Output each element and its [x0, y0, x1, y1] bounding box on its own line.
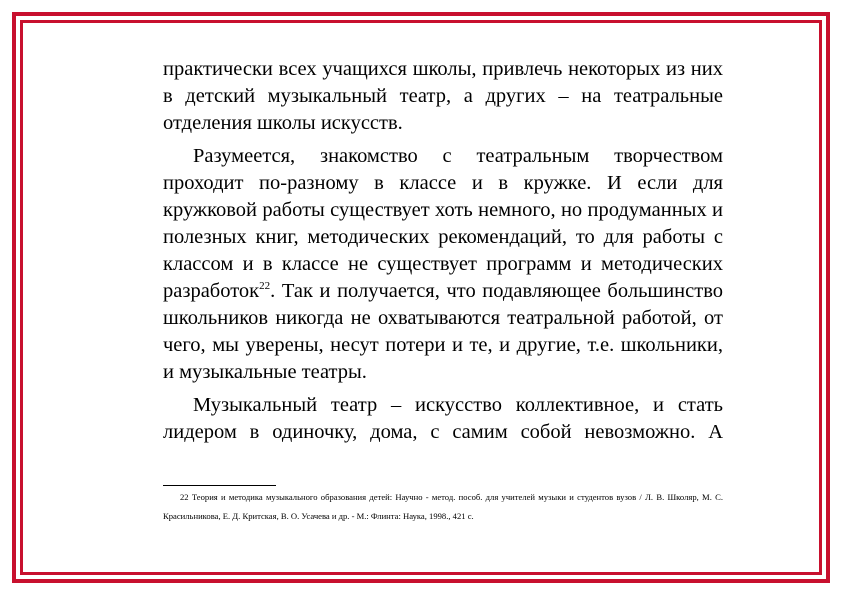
footnote-reference[interactable]: 22 — [259, 280, 271, 293]
footnote — [163, 488, 723, 526]
paragraph-2-text: Разумеется, знакомство с театральным творчеством проходит по-разному в классе и в кружке. И если для кружковой работы существует хоть немного, но продуманных и полезных книг, методических рекомендаций, то для работы с классом и в классе не существует программ и методических разработок — [163, 145, 723, 302]
footnote-number: 22 — [180, 492, 189, 502]
paragraph-1: практически всех учащихся школы, привлечь некоторых из них в детский музыкальный театр, а других – на театральные отделения школы искусств. — [163, 58, 723, 134]
paragraph-2 — [163, 143, 723, 386]
body-text — [163, 56, 723, 452]
footnote-separator — [163, 485, 276, 486]
paragraph-3: Музыкальный театр – искусство коллективное, и стать лидером в одиночку, дома, с самим собой невозможно. А — [163, 394, 723, 443]
footnote-text: Теория и методика музыкального образования детей: Научно - метод. пособ. для учителей музыки и студентов вузов / Л. В. Школяр, М. С. Красильникова, Е. Д. Критская, В. О. Усачева и др. - М.: Флинта: Наука, 1998., 421 с. — [163, 492, 723, 521]
paragraph-2-tail: . Так и получается, что подавляющее большинство школьников никогда не охватываются театральной работой, от чего, мы уверены, несут потери и те, и другие, т.е. школьники, и музыкальные театры. — [163, 280, 723, 383]
